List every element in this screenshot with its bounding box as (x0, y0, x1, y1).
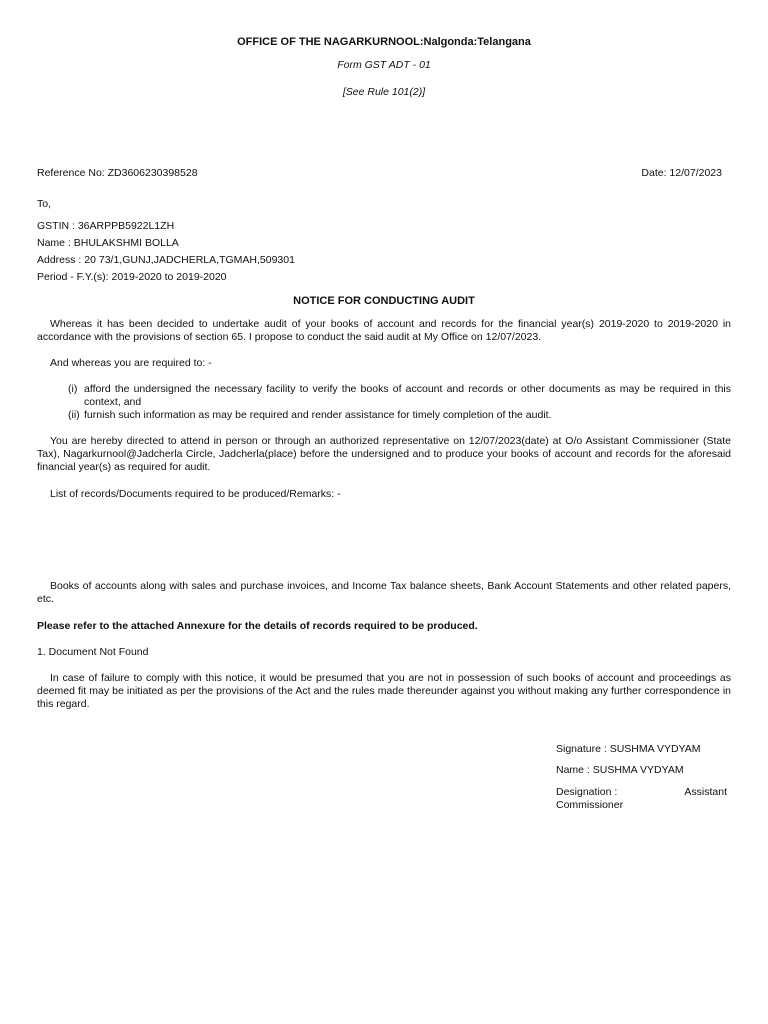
addressee-to: To, (37, 198, 52, 210)
designation-value: Assistant (684, 786, 727, 798)
notice-heading: NOTICE FOR CONDUCTING AUDIT (293, 295, 475, 307)
list-item-text: afford the undersigned the necessary facility to verify the books of account and records or other documents as may be required in this context, and (84, 383, 731, 408)
requirements-list (68, 383, 731, 422)
paragraph-annexure-note: Please refer to the attached Annexure for the details of records required to be produced. (37, 620, 478, 632)
paragraph-records-list-label: List of records/Documents required to be produced/Remarks: - (50, 488, 341, 500)
form-name: Form GST ADT - 01 (337, 59, 431, 71)
taxpayer-address: Address : 20 73/1,GUNJ,JADCHERLA,TGMAH,509301 (37, 254, 295, 266)
signature-line: Signature : SUSHMA VYDYAM (556, 743, 701, 755)
paragraph-document-status: 1. Document Not Found (37, 646, 149, 658)
taxpayer-name: Name : BHULAKSHMI BOLLA (37, 237, 179, 249)
list-item-text: furnish such information as may be required and render assistance for timely completion of the audit. (84, 409, 552, 421)
list-item (68, 383, 731, 409)
taxpayer-info (37, 220, 295, 288)
list-item-number: (i) (68, 383, 78, 395)
reference-number: Reference No: ZD3606230398528 (37, 167, 198, 179)
rule-reference: [See Rule 101(2)] (342, 86, 426, 98)
paragraph-failure-consequence: In case of failure to comply with this notice, it would be presumed that you are not in possession of such books of account and proceedings as deemed fit may be initiated as per the provisions of the Act and the rules made thereunder against you without making any further correspondence in this regard. (37, 672, 731, 710)
paragraph-audit-intent: Whereas it has been decided to undertake audit of your books of account and records for the financial year(s) 2019-2020 to 2019-2020 in accordance with the provisions of section 65. I propose to conduct the said audit at My Office on 12/07/2023. (37, 318, 731, 343)
list-item-number: (ii) (68, 409, 80, 421)
designation-continuation: Commissioner (556, 799, 624, 811)
taxpayer-period: Period - F.Y.(s): 2019-2020 to 2019-2020 (37, 271, 227, 283)
designation-label: Designation : (556, 786, 618, 798)
paragraph-records-remarks: Books of accounts along with sales and purchase invoices, and Income Tax balance sheets, Bank Account Statements and other related papers, etc. (37, 580, 731, 605)
notice-date: Date: 12/07/2023 (641, 167, 722, 179)
paragraph-requirements-intro: And whereas you are required to: - (50, 357, 212, 369)
list-item (68, 409, 731, 422)
paragraph-attendance-direction: You are hereby directed to attend in person or through an authorized representative on 12/07/2023(date) at O/o Assistant Commissioner (State Tax), Nagarkurnool@Jadcherla Circle, Jadcherla(place) before the undersigned and to produce your books of account and records for the aforesaid financial year(s) as required for audit. (37, 435, 731, 473)
signatory-designation (556, 786, 727, 812)
office-title: OFFICE OF THE NAGARKURNOOL:Nalgonda:Telangana (237, 36, 531, 48)
taxpayer-gstin: GSTIN : 36ARPPB5922L1ZH (37, 220, 175, 232)
signatory-name: Name : SUSHMA VYDYAM (556, 764, 684, 776)
